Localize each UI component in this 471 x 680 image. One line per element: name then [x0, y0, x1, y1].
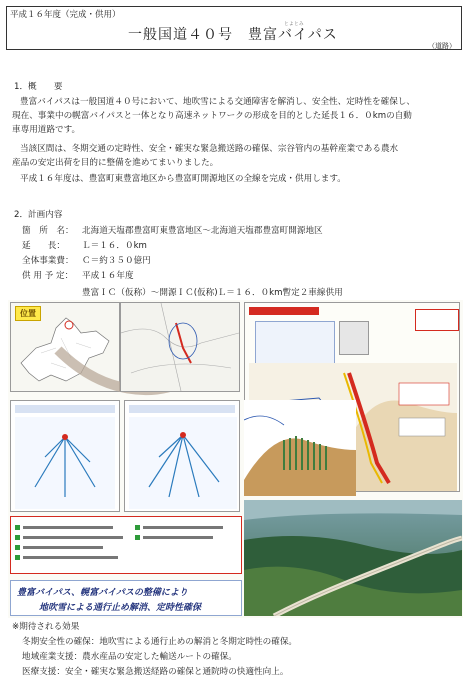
effect-item-winter: 冬期安全性の確保：地吹雪による通行止めの解消と冬期定時性の確保。: [22, 637, 298, 647]
info-panel-right-chart: [129, 417, 237, 509]
section1-line-2: 現在、事業中の幌富バイパスと一体となり高速ネットワークの形成を目的とした延長１６．０kmの自動: [12, 111, 412, 121]
effects-heading: ※期待される効果: [12, 622, 80, 632]
info-panel-right-caption: [129, 405, 235, 413]
route-diagram-caption-bar: [249, 307, 319, 315]
legend-box: [415, 309, 459, 331]
headline-box: [10, 580, 242, 616]
page-title: 一般国道４０号 豊富バイパス: [128, 27, 338, 43]
section1-heading: 1．概 要: [14, 82, 63, 92]
office-label: （道路）: [428, 42, 456, 50]
plan-row-length-label: 延 長：: [22, 241, 65, 251]
effects-list-graphic: [15, 521, 239, 571]
plan-row-schedule-label: 供 用 予 定：: [22, 271, 74, 281]
section2-heading: 2．計画内容: [14, 210, 63, 220]
info-panel-left: [10, 400, 120, 512]
traffic-photo: [339, 321, 369, 355]
plan-row-cost-label: 全体事業費：: [22, 256, 74, 266]
plan-row-location-value: 北海道天塩郡豊富町東豊富地区～北海道天塩郡豊富町開源地区: [82, 226, 323, 236]
plan-row-schedule-value: 平成１６年度: [82, 271, 134, 281]
location-tag: 位置: [15, 306, 41, 321]
effect-item-medical: 医療支援：安全・確実な緊急搬送経路の確保と通院時の快適性向上。: [22, 667, 289, 677]
headline-line-2: 地吹雪による通行止め解消、定時性確保: [39, 603, 202, 613]
slope-diagram: [244, 400, 356, 496]
traffic-info-box: [255, 321, 335, 367]
info-panel-right: [124, 400, 240, 512]
info-panel-left-caption: [15, 405, 115, 413]
section1-line-4: 当該区間は、冬期交通の定時性、安全・確実な緊急搬送路の確保、宗谷管内の基幹産業である農水: [20, 144, 399, 154]
aerial-photo-graphic: [244, 500, 462, 616]
year-label: 平成１６年度（完成・供用）: [10, 10, 121, 20]
headline-line-1: 豊富バイパス、幌富バイパスの整備により: [17, 588, 188, 598]
section1-line-1: 豊富バイパスは一般国道４０号において、地吹雪による交通障害を解消し、安全性、定時性を確保し、: [20, 97, 415, 107]
section1-line-3: 車専用道路です。: [12, 125, 81, 135]
area-map: [121, 303, 239, 391]
area-map-panel: [120, 302, 240, 392]
section1-line-5: 産品の安定出荷を目的に整備を進めてまいりました。: [12, 158, 219, 168]
info-panel-left-chart: [15, 417, 115, 509]
slope-graphic: [244, 400, 356, 496]
plan-row-length-value: Ｌ＝１６．０km: [82, 241, 147, 251]
effect-item-industry: 地域産業支援：農水産品の安定した輸送ルートの確保。: [22, 652, 237, 662]
section1-line-6: 平成１６年度は、豊富町東豊富地区から豊富町開源地区の全線を完成・供用します。: [20, 174, 346, 184]
aerial-photo: [244, 500, 462, 616]
effects-list-panel: [10, 516, 242, 574]
plan-row-opening-detail: 豊富ＩＣ（仮称）～開源ＩＣ(仮称)Ｌ＝１６．０km暫定２車線供用: [82, 288, 343, 298]
project-figure: [8, 300, 463, 618]
plan-row-location-label: 箇 所 名：: [22, 226, 74, 236]
title-ruby: とよとみ: [284, 22, 304, 27]
plan-row-cost-value: Ｃ＝約３５０億円: [82, 256, 151, 266]
